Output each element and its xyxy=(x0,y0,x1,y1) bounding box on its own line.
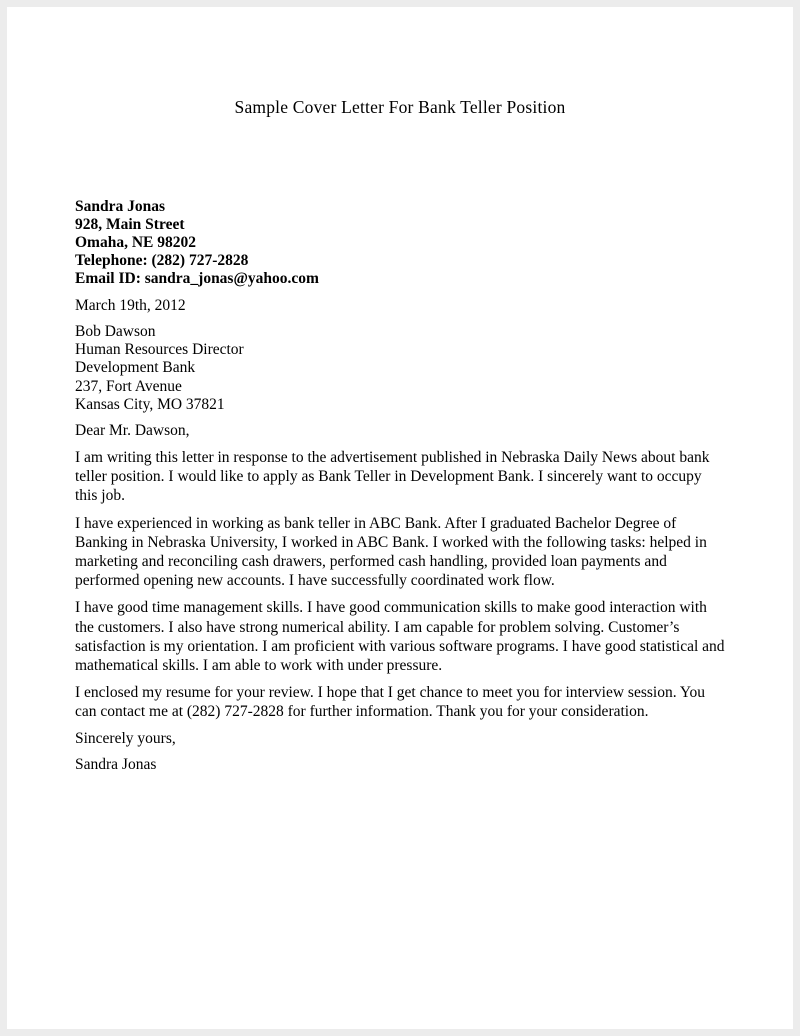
sender-street: 928, Main Street xyxy=(75,216,185,233)
sender-email: Email ID: sandra_jonas@yahoo.com xyxy=(75,270,319,287)
sender-city: Omaha, NE 98202 xyxy=(75,234,196,251)
recipient-street: 237, Fort Avenue xyxy=(75,377,182,395)
document-title: Sample Cover Letter For Bank Teller Position xyxy=(234,97,566,117)
sender-telephone: Telephone: (282) 727-2828 xyxy=(75,252,249,269)
letter-body xyxy=(75,448,725,722)
body-paragraph-4: I enclosed my resume for your review. I hope that I get chance to meet you for interview session. You can contact me at (282) 727-2828 for further information. Thank you for your consideration. xyxy=(75,684,706,721)
sender-name: Sandra Jonas xyxy=(75,198,166,215)
body-paragraph-3: I have good time management skills. I have good communication skills to make good interaction with the customers. I also have strong numerical ability. I am capable for problem solving. Customer’s satisfaction is my orientation. I am proficient with various software programs. I have good statistical and mathematical skills. I am able to work with under pressure. xyxy=(75,599,725,675)
cover-letter-page xyxy=(7,7,793,1029)
recipient-block xyxy=(75,323,725,414)
recipient-name: Bob Dawson xyxy=(75,323,156,340)
body-paragraph-2: I have experienced in working as bank teller in ABC Bank. After I graduated Bachelor Degree of Banking in Nebraska University, I worked in ABC Bank. I worked with the following tasks: helped in marketing and reconciling cash drawers, performed cash handling, provided loan payments and performed opening new accounts. I have successfully coordinated work flow. xyxy=(75,514,707,590)
closing-line: Sincerely yours, xyxy=(75,729,176,747)
recipient-company: Development Bank xyxy=(75,359,196,377)
recipient-city: Kansas City, MO 37821 xyxy=(75,395,225,413)
signature-name: Sandra Jonas xyxy=(75,755,157,773)
recipient-title: Human Resources Director xyxy=(75,341,244,359)
body-paragraph-1: I am writing this letter in response to the advertisement published in Nebraska Daily News about bank teller position. I would like to apply as Bank Teller in Development Bank. I sincerely want to occupy this job. xyxy=(75,449,710,505)
salutation: Dear Mr. Dawson, xyxy=(75,422,190,440)
letter-date: March 19th, 2012 xyxy=(75,297,186,314)
sender-block xyxy=(75,198,725,288)
